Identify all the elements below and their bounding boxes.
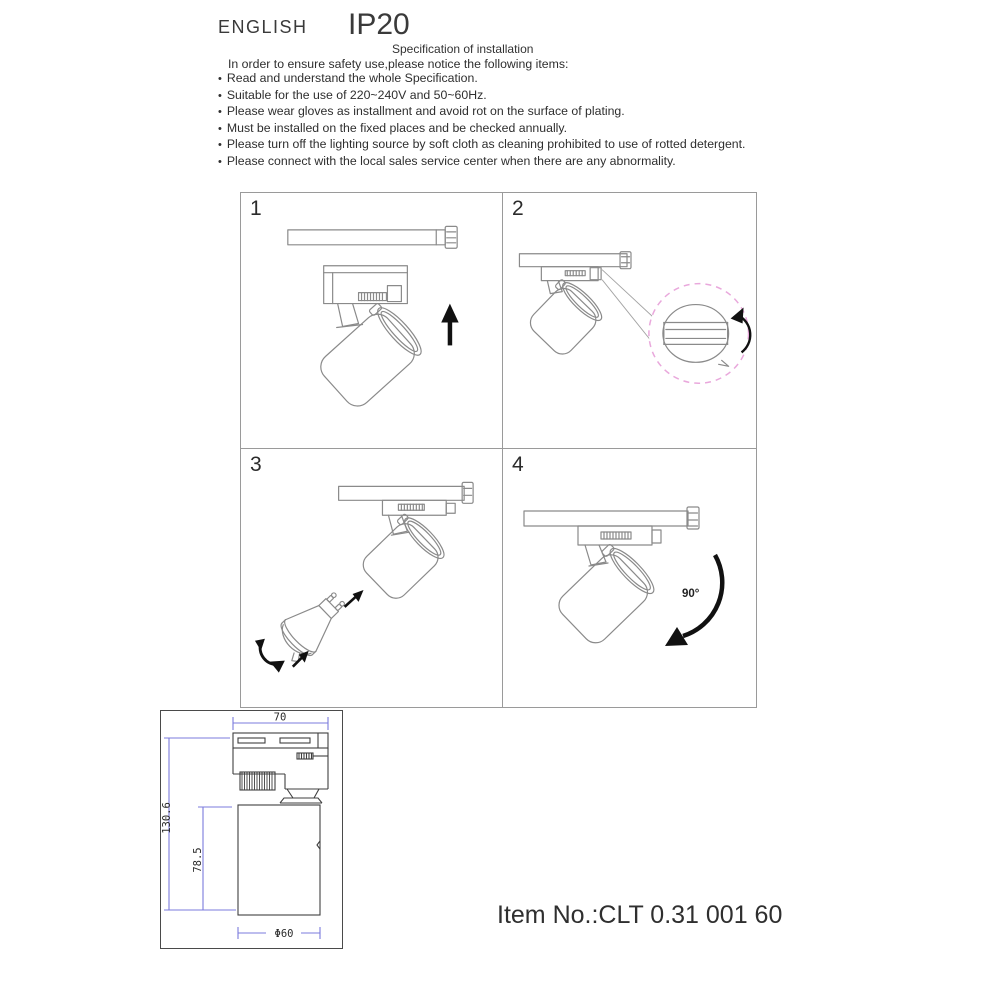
list-item-text: Suitable for the use of 220~240V and 50~60Hz. — [226, 87, 487, 102]
step-number: 2 — [512, 197, 524, 220]
gu10-bulb-icon — [268, 582, 355, 668]
body-height-dimension-label: 78.5 — [192, 847, 204, 873]
step-3-panel — [241, 449, 503, 707]
overall-height-dimension-label: 130.6 — [161, 802, 173, 834]
step-1-panel — [241, 193, 503, 449]
step-4-diagram-rotate-90-icon — [503, 449, 756, 707]
step-number: 3 — [250, 453, 262, 476]
list-item — [218, 121, 745, 138]
bullet-icon: • — [218, 139, 222, 151]
step-number: 4 — [512, 453, 524, 476]
installation-steps-grid — [240, 192, 757, 708]
dimension-drawing-svg — [160, 710, 343, 949]
step-2-diagram-lock-knob-icon — [503, 193, 756, 448]
bullet-icon: • — [218, 122, 222, 135]
page-title: Specification of installation — [392, 42, 534, 56]
dimension-lines — [164, 717, 328, 939]
fixture-outline — [233, 733, 328, 915]
arrow-up-icon — [441, 304, 458, 346]
rotate-90-arrow-icon — [665, 555, 722, 646]
language-label: ENGLISH — [218, 17, 308, 37]
bullet-icon: • — [218, 89, 222, 102]
ip-rating-label: IP20 — [348, 8, 410, 41]
twist-arrow-icon — [255, 639, 285, 673]
item-number: Item No.:CLT 0.31 001 60 — [497, 901, 783, 929]
list-item — [218, 71, 745, 88]
bullet-icon: • — [218, 155, 222, 168]
list-item-text: Read and understand the whole Specification. — [226, 71, 478, 85]
dimension-drawing — [160, 710, 343, 949]
bullet-icon: • — [218, 106, 222, 118]
safety-instruction-list — [218, 71, 745, 170]
step-4-panel — [503, 449, 756, 707]
step-3-diagram-bulb-insert-icon — [241, 449, 502, 707]
list-item-text: Please wear gloves as installment and avoid rot on the surface of plating. — [226, 104, 625, 118]
intro-line: In order to ensure safety use,please notice the following items: — [228, 57, 569, 71]
list-item-text: Must be installed on the fixed places and be checked annually. — [226, 120, 568, 135]
step-number: 1 — [250, 197, 262, 220]
step-1-diagram-track-light-insert-icon — [241, 193, 502, 448]
list-item — [218, 104, 745, 121]
list-item — [218, 154, 745, 171]
bullet-icon: • — [218, 73, 222, 85]
width-dimension-label: 70 — [273, 711, 287, 724]
list-item-text: Please connect with the local sales service center when there are any abnormality. — [226, 153, 676, 168]
list-item-text: Please turn off the lighting source by soft cloth as cleaning prohibited to use of rotted detergent. — [226, 137, 746, 151]
list-item — [218, 137, 745, 154]
list-item — [218, 88, 745, 105]
diameter-dimension-label: Φ60 — [274, 928, 294, 940]
insert-arrow-icon — [345, 590, 364, 607]
step-2-panel — [503, 193, 756, 449]
angle-label: 90° — [682, 588, 700, 600]
